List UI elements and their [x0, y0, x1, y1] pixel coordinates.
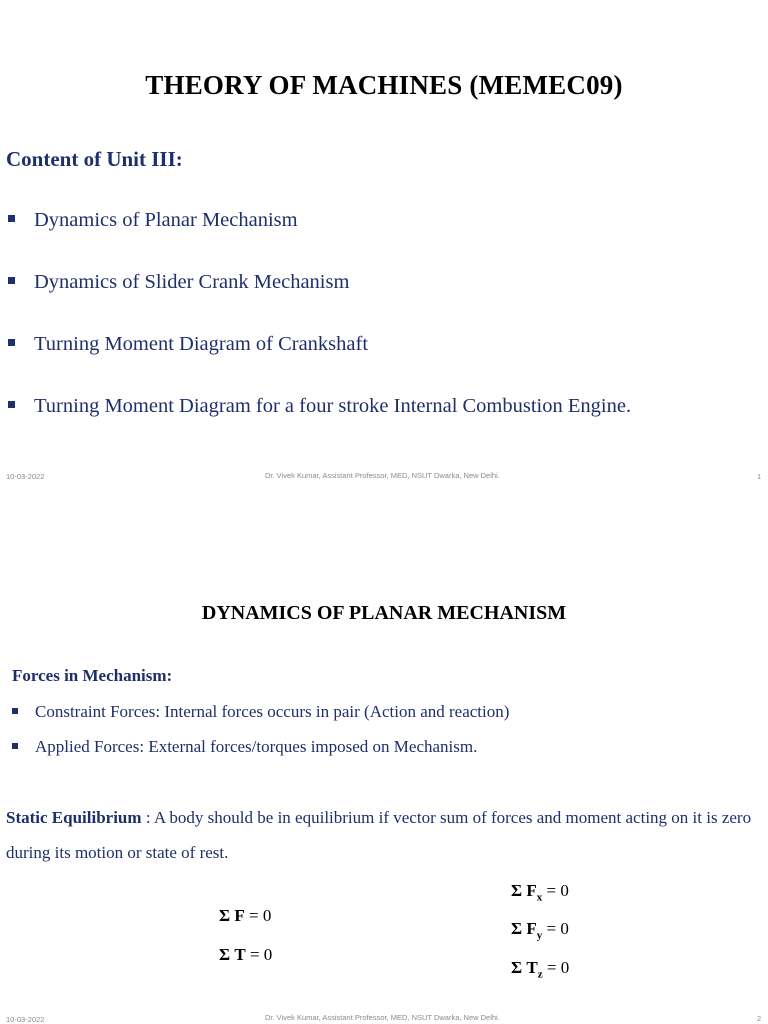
list-item: Dynamics of Planar Mechanism: [8, 209, 298, 232]
equation-sum-force: Σ F = 0: [219, 906, 272, 925]
list-item: Turning Moment Diagram of Crankshaft: [8, 333, 368, 356]
slide-1: [0, 0, 768, 500]
section-heading: Content of Unit III:: [6, 147, 183, 171]
square-bullet-icon: [8, 339, 15, 346]
equation-sum-torque-z: Σ $T_z = 0$: [511, 958, 570, 981]
square-bullet-icon: [8, 401, 15, 408]
list-item: Applied Forces: External forces/torques imposed on Mechanism.: [12, 737, 477, 757]
slide-title: DYNAMICS OF PLANAR MECHANISM: [201, 602, 567, 624]
slide-2: [0, 524, 768, 1024]
equation-sum-torque: Σ T = 0: [219, 945, 273, 964]
footer-page-number: 2: [757, 1014, 762, 1023]
list-item: Dynamics of Slider Crank Mechanism: [8, 271, 349, 294]
equation-sum-force-x: Σ $F_x = 0$: [511, 881, 569, 904]
square-bullet-icon: [12, 708, 18, 714]
section-heading: Forces in Mechanism:: [12, 666, 173, 685]
footer-page-number: 1: [757, 472, 762, 481]
footer-author: Dr. Vivek Kumar, Assistant Professor, MED, NSUT Dwarka, New Delhi.: [265, 1013, 500, 1022]
static-equilibrium-paragraph: [6, 800, 762, 870]
footer-date: 10-03-2022: [6, 1015, 45, 1024]
static-equilibrium-text: : A body should be in equilibrium if vector sum of forces and moment acting on it is zero during its motion or state of rest.: [6, 808, 752, 862]
footer-author: Dr. Vivek Kumar, Assistant Professor, MED, NSUT Dwarka, New Delhi.: [265, 471, 500, 480]
equation-sum-force-y: Σ $F_y = 0$: [511, 919, 569, 942]
square-bullet-icon: [8, 215, 15, 222]
static-equilibrium-label: Static Equilibrium: [6, 808, 142, 827]
square-bullet-icon: [8, 277, 15, 284]
footer-date: 10-03-2022: [6, 472, 45, 481]
list-item: Turning Moment Diagram for a four stroke Internal Combustion Engine.: [8, 395, 631, 418]
slide-title: THEORY OF MACHINES (MEMEC09): [145, 70, 623, 100]
list-item: Constraint Forces: Internal forces occurs in pair (Action and reaction): [12, 702, 509, 722]
square-bullet-icon: [12, 743, 18, 749]
